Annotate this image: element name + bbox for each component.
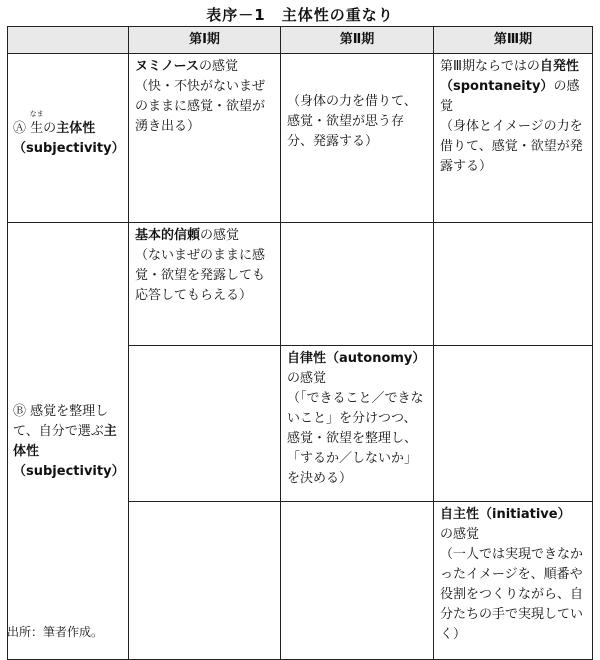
row-a-ruby-text: なま xyxy=(29,109,44,118)
trust-body: （ないまぜのままに感覚・欲望を発露しても応答してもらえる） xyxy=(135,248,266,303)
initiative-term-en: （initiative） xyxy=(479,507,571,522)
cell-initiative xyxy=(434,502,593,660)
source-note: 出所：筆者作成。 xyxy=(7,625,104,639)
period-2-body: （身体の力を借りて、感覚・欲望が思う存分、発露する） xyxy=(287,94,417,149)
cell-empty xyxy=(434,346,593,502)
spontaneity-lead: 第Ⅲ期ならではの xyxy=(440,59,540,74)
spontaneity-body: （身体とイメージの力を借りて、感覚・欲望が発露する） xyxy=(440,119,583,174)
spontaneity-tail: の感覚 xyxy=(440,79,580,114)
row-b-1 xyxy=(8,223,593,346)
cell-empty xyxy=(129,502,281,660)
row-a-ruby xyxy=(29,109,44,139)
row-a-term-en: （subjectivity） xyxy=(13,140,125,156)
numinous-term: ヌミノース xyxy=(135,59,199,74)
autonomy-term: 自律性 xyxy=(287,351,327,366)
cell-empty xyxy=(281,502,434,660)
autonomy-term-en: （autonomy） xyxy=(326,351,426,366)
spontaneity-term-en: （spontaneity） xyxy=(440,79,554,94)
numinous-tail: の感覚 xyxy=(198,59,238,74)
row-a-marker: Ⓐ xyxy=(13,120,27,136)
row-a xyxy=(8,54,593,223)
trust-tail: の感覚 xyxy=(200,228,240,243)
trust-term: 基本的信頼 xyxy=(135,228,201,243)
row-b-term-en: （subjectivity） xyxy=(13,463,125,479)
row-a-ruby-base: 生 xyxy=(30,120,44,136)
cell-a-period-2 xyxy=(281,54,434,223)
cell-empty xyxy=(281,223,434,346)
overlap-table xyxy=(7,26,593,660)
initiative-term: 自主性 xyxy=(440,507,480,522)
header-row xyxy=(8,27,593,54)
spontaneity-term: 自発性 xyxy=(539,59,579,74)
header-blank xyxy=(8,27,129,54)
header-period-1: 第Ⅰ期 xyxy=(129,27,281,54)
cell-empty xyxy=(434,223,593,346)
row-b-header xyxy=(8,223,129,660)
row-a-header xyxy=(8,54,129,223)
row-a-term: 主体性 xyxy=(56,120,96,136)
row-a-connector: の xyxy=(43,120,57,136)
autonomy-tail: の感覚 xyxy=(287,371,327,386)
header-period-3: 第Ⅲ期 xyxy=(434,27,593,54)
header-period-2: 第Ⅱ期 xyxy=(281,27,434,54)
cell-trust xyxy=(129,223,281,346)
cell-a-period-1 xyxy=(129,54,281,223)
row-b-text: 感覚を整理して、自分で選ぶ xyxy=(13,403,109,439)
row-b-term: 主体性 xyxy=(13,423,117,459)
row-b-marker: Ⓑ xyxy=(13,403,27,419)
initiative-tail: の感覚 xyxy=(440,527,480,542)
cell-autonomy xyxy=(281,346,434,502)
initiative-body: （一人では実現できなかったイメージを、順番や役割をつくりながら、自分たちの手で実現していく） xyxy=(440,547,584,642)
table-title: 表序－1 主体性の重なり xyxy=(206,6,394,24)
numinous-body: （快・不快がないまぜのままに感覚・欲望が湧き出る） xyxy=(135,79,266,134)
autonomy-body: （「できること／できないこと」を分けつつ、感覚・欲望を整理し、「するか／しないか」を決める） xyxy=(287,391,424,486)
cell-a-period-3 xyxy=(434,54,593,223)
cell-empty xyxy=(129,346,281,502)
